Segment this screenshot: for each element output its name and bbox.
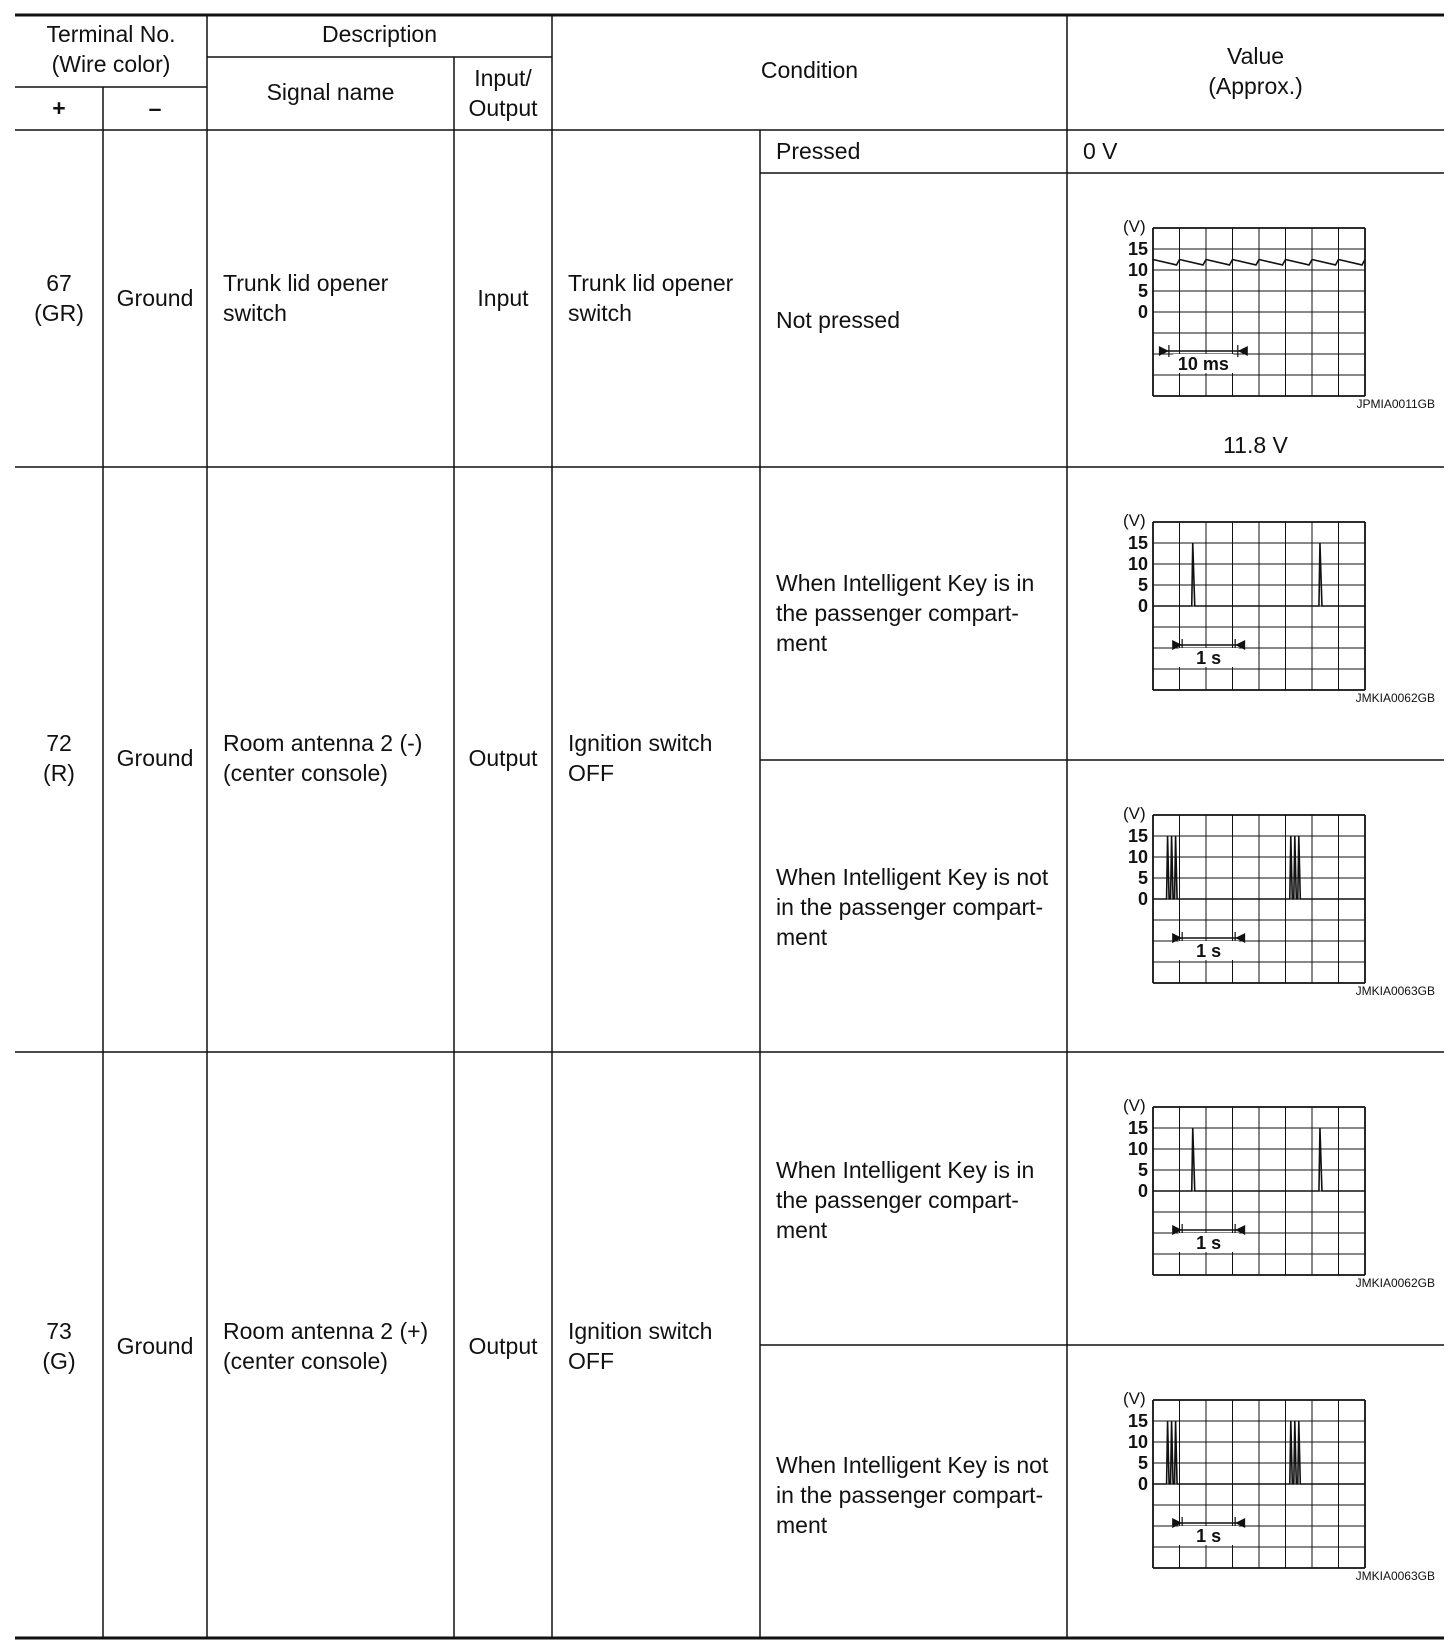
y-tick-label: 15	[1127, 239, 1148, 259]
waveform-figure	[1067, 760, 1444, 1005]
time-scale-label: 1 s	[1196, 1526, 1222, 1546]
figure-code: JMKIA0062GB	[1355, 691, 1435, 705]
value-text: 0 V	[1083, 138, 1118, 164]
sub-condition: When Intelligent Key is in the passenger compart- ment	[776, 1157, 1035, 1243]
condition: Trunk lid opener switch	[568, 270, 734, 326]
oscilloscope-grid	[1067, 467, 1444, 707]
sub-condition: When Intelligent Key is in the passenger compart- ment	[776, 570, 1035, 656]
waveform-figure	[1067, 467, 1444, 712]
header-condition: Condition	[760, 57, 859, 83]
signal-name: Room antenna 2 (-) (center console)	[223, 730, 423, 786]
axis-unit-label: (V)	[1123, 217, 1146, 236]
y-tick-label: 15	[1127, 1118, 1148, 1138]
axis-unit-label: (V)	[1123, 804, 1146, 823]
sub-condition: When Intelligent Key is not in the passenger compart- ment	[776, 1452, 1049, 1538]
waveform-figure	[1067, 173, 1444, 418]
y-tick-label: 0	[1137, 596, 1148, 616]
y-tick-label: 0	[1137, 1181, 1148, 1201]
y-tick-label: 10	[1127, 554, 1148, 574]
y-tick-label: 0	[1137, 1474, 1148, 1494]
signal-name: Room antenna 2 (+) (center console)	[223, 1318, 429, 1374]
time-scale-label: 1 s	[1196, 1233, 1222, 1253]
input-output: Output	[468, 745, 538, 771]
terminal-plus: 73 (G)	[42, 1318, 76, 1374]
terminal-minus: Ground	[116, 745, 194, 771]
axis-unit-label: (V)	[1123, 1389, 1146, 1408]
oscilloscope-grid	[1067, 1052, 1444, 1292]
y-tick-label: 5	[1137, 575, 1148, 595]
waveform-figure	[1067, 1345, 1444, 1590]
y-tick-label: 5	[1137, 281, 1148, 301]
y-tick-label: 15	[1127, 826, 1148, 846]
condition: Ignition switch OFF	[568, 1318, 713, 1374]
y-tick-label: 5	[1137, 1453, 1148, 1473]
signal-name: Trunk lid opener switch	[223, 270, 389, 326]
sub-condition: When Intelligent Key is not in the passenger compart- ment	[776, 864, 1049, 950]
oscilloscope-grid	[1067, 1345, 1444, 1585]
waveform-figure	[1067, 1052, 1444, 1297]
oscilloscope-grid	[1067, 760, 1444, 1000]
header-terminal-no: Terminal No. (Wire color)	[46, 21, 176, 77]
header-minus: –	[148, 95, 162, 121]
sub-condition: Not pressed	[776, 307, 901, 333]
axis-unit-label: (V)	[1123, 511, 1146, 530]
figure-code: JMKIA0063GB	[1355, 984, 1435, 998]
axis-unit-label: (V)	[1123, 1096, 1146, 1115]
y-tick-label: 10	[1127, 260, 1148, 280]
input-output: Output	[468, 1333, 538, 1359]
oscilloscope-grid	[1067, 173, 1444, 413]
y-tick-label: 5	[1137, 868, 1148, 888]
figure-code: JPMIA0011GB	[1356, 397, 1435, 411]
header-plus: +	[52, 95, 66, 121]
y-tick-label: 0	[1137, 302, 1148, 322]
header-signal-name: Signal name	[266, 79, 395, 105]
condition: Ignition switch OFF	[568, 730, 713, 786]
time-scale-label: 1 s	[1196, 941, 1222, 961]
figure-code: JMKIA0063GB	[1355, 1569, 1435, 1583]
y-tick-label: 15	[1127, 1411, 1148, 1431]
terminal-plus: 72 (R)	[43, 730, 75, 786]
sub-condition: Pressed	[776, 138, 861, 164]
header-input-output: Input/ Output	[468, 65, 538, 121]
y-tick-label: 10	[1127, 1432, 1148, 1452]
y-tick-label: 10	[1127, 847, 1148, 867]
time-scale-label: 10 ms	[1177, 354, 1229, 374]
terminal-plus: 67 (GR)	[34, 270, 84, 326]
value-text: 11.8 V	[1223, 432, 1288, 458]
figure-code: JMKIA0062GB	[1355, 1276, 1435, 1290]
y-tick-label: 5	[1137, 1160, 1148, 1180]
time-scale-label: 1 s	[1196, 648, 1222, 668]
input-output: Input	[477, 285, 529, 311]
y-tick-label: 15	[1127, 533, 1148, 553]
y-tick-label: 0	[1137, 889, 1148, 909]
header-description: Description	[321, 21, 438, 47]
terminal-minus: Ground	[116, 1333, 194, 1359]
terminal-minus: Ground	[116, 285, 194, 311]
header-value: Value (Approx.)	[1208, 43, 1303, 99]
y-tick-label: 10	[1127, 1139, 1148, 1159]
